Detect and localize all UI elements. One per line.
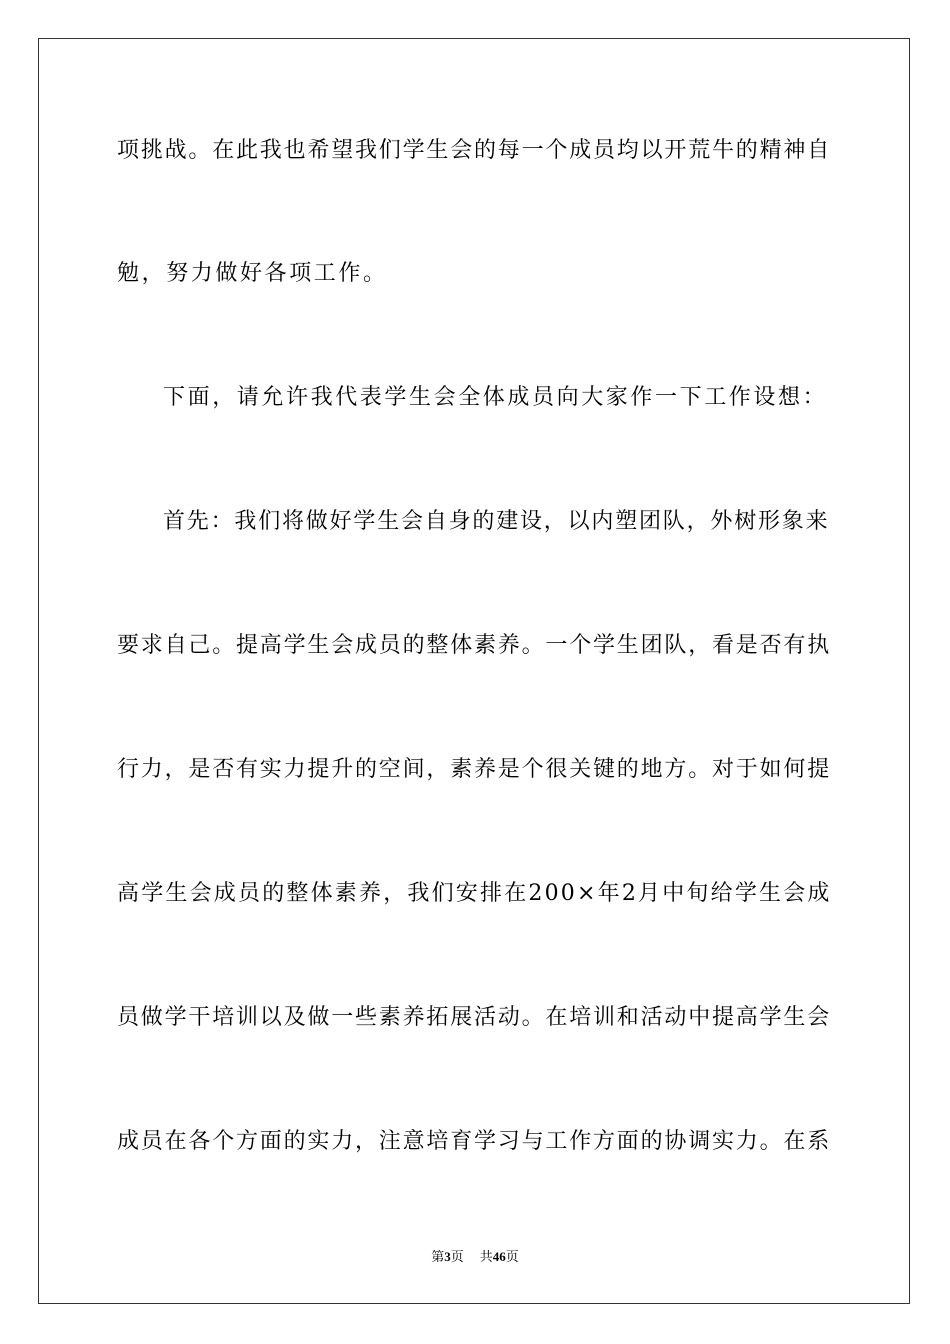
text-line-5: 要求自己。提高学生会成员的整体素养。一个学生团队，看是否有执	[117, 633, 832, 658]
text-line-9: 成员在各个方面的实力，注意培育学习与工作方面的协调实力。在系	[117, 1129, 832, 1154]
footer-page-prefix: 第	[431, 1249, 445, 1264]
text-line-4: 首先：我们将做好学生会自身的建设，以内塑团队，外树形象来	[163, 509, 830, 534]
page-footer	[0, 1249, 950, 1265]
footer-total-suffix: 页	[505, 1249, 519, 1264]
text-line-8: 员做学干培训以及做一些素养拓展活动。在培训和活动中提高学生会	[117, 1005, 832, 1030]
text-line-2: 勉，努力做好各项工作。	[117, 261, 388, 286]
text-line-3: 下面，请允许我代表学生会全体成员向大家作一下工作设想：	[163, 385, 828, 410]
text-line-1: 项挑战。在此我也希望我们学生会的每一个成员均以开荒牛的精神自	[117, 138, 832, 163]
text-line-7: 高学生会成员的整体素养，我们安排在200×年2月中旬给学生会成	[117, 881, 832, 906]
footer-total-pages: 46	[492, 1249, 506, 1264]
text-line-6: 行力，是否有实力提升的空间，素养是个很关键的地方。对于如何提	[117, 757, 832, 782]
footer-page-suffix: 页	[450, 1249, 464, 1264]
footer-total-prefix: 共	[479, 1249, 493, 1264]
page-border	[38, 38, 910, 1304]
footer-page-number: 3	[444, 1249, 451, 1264]
